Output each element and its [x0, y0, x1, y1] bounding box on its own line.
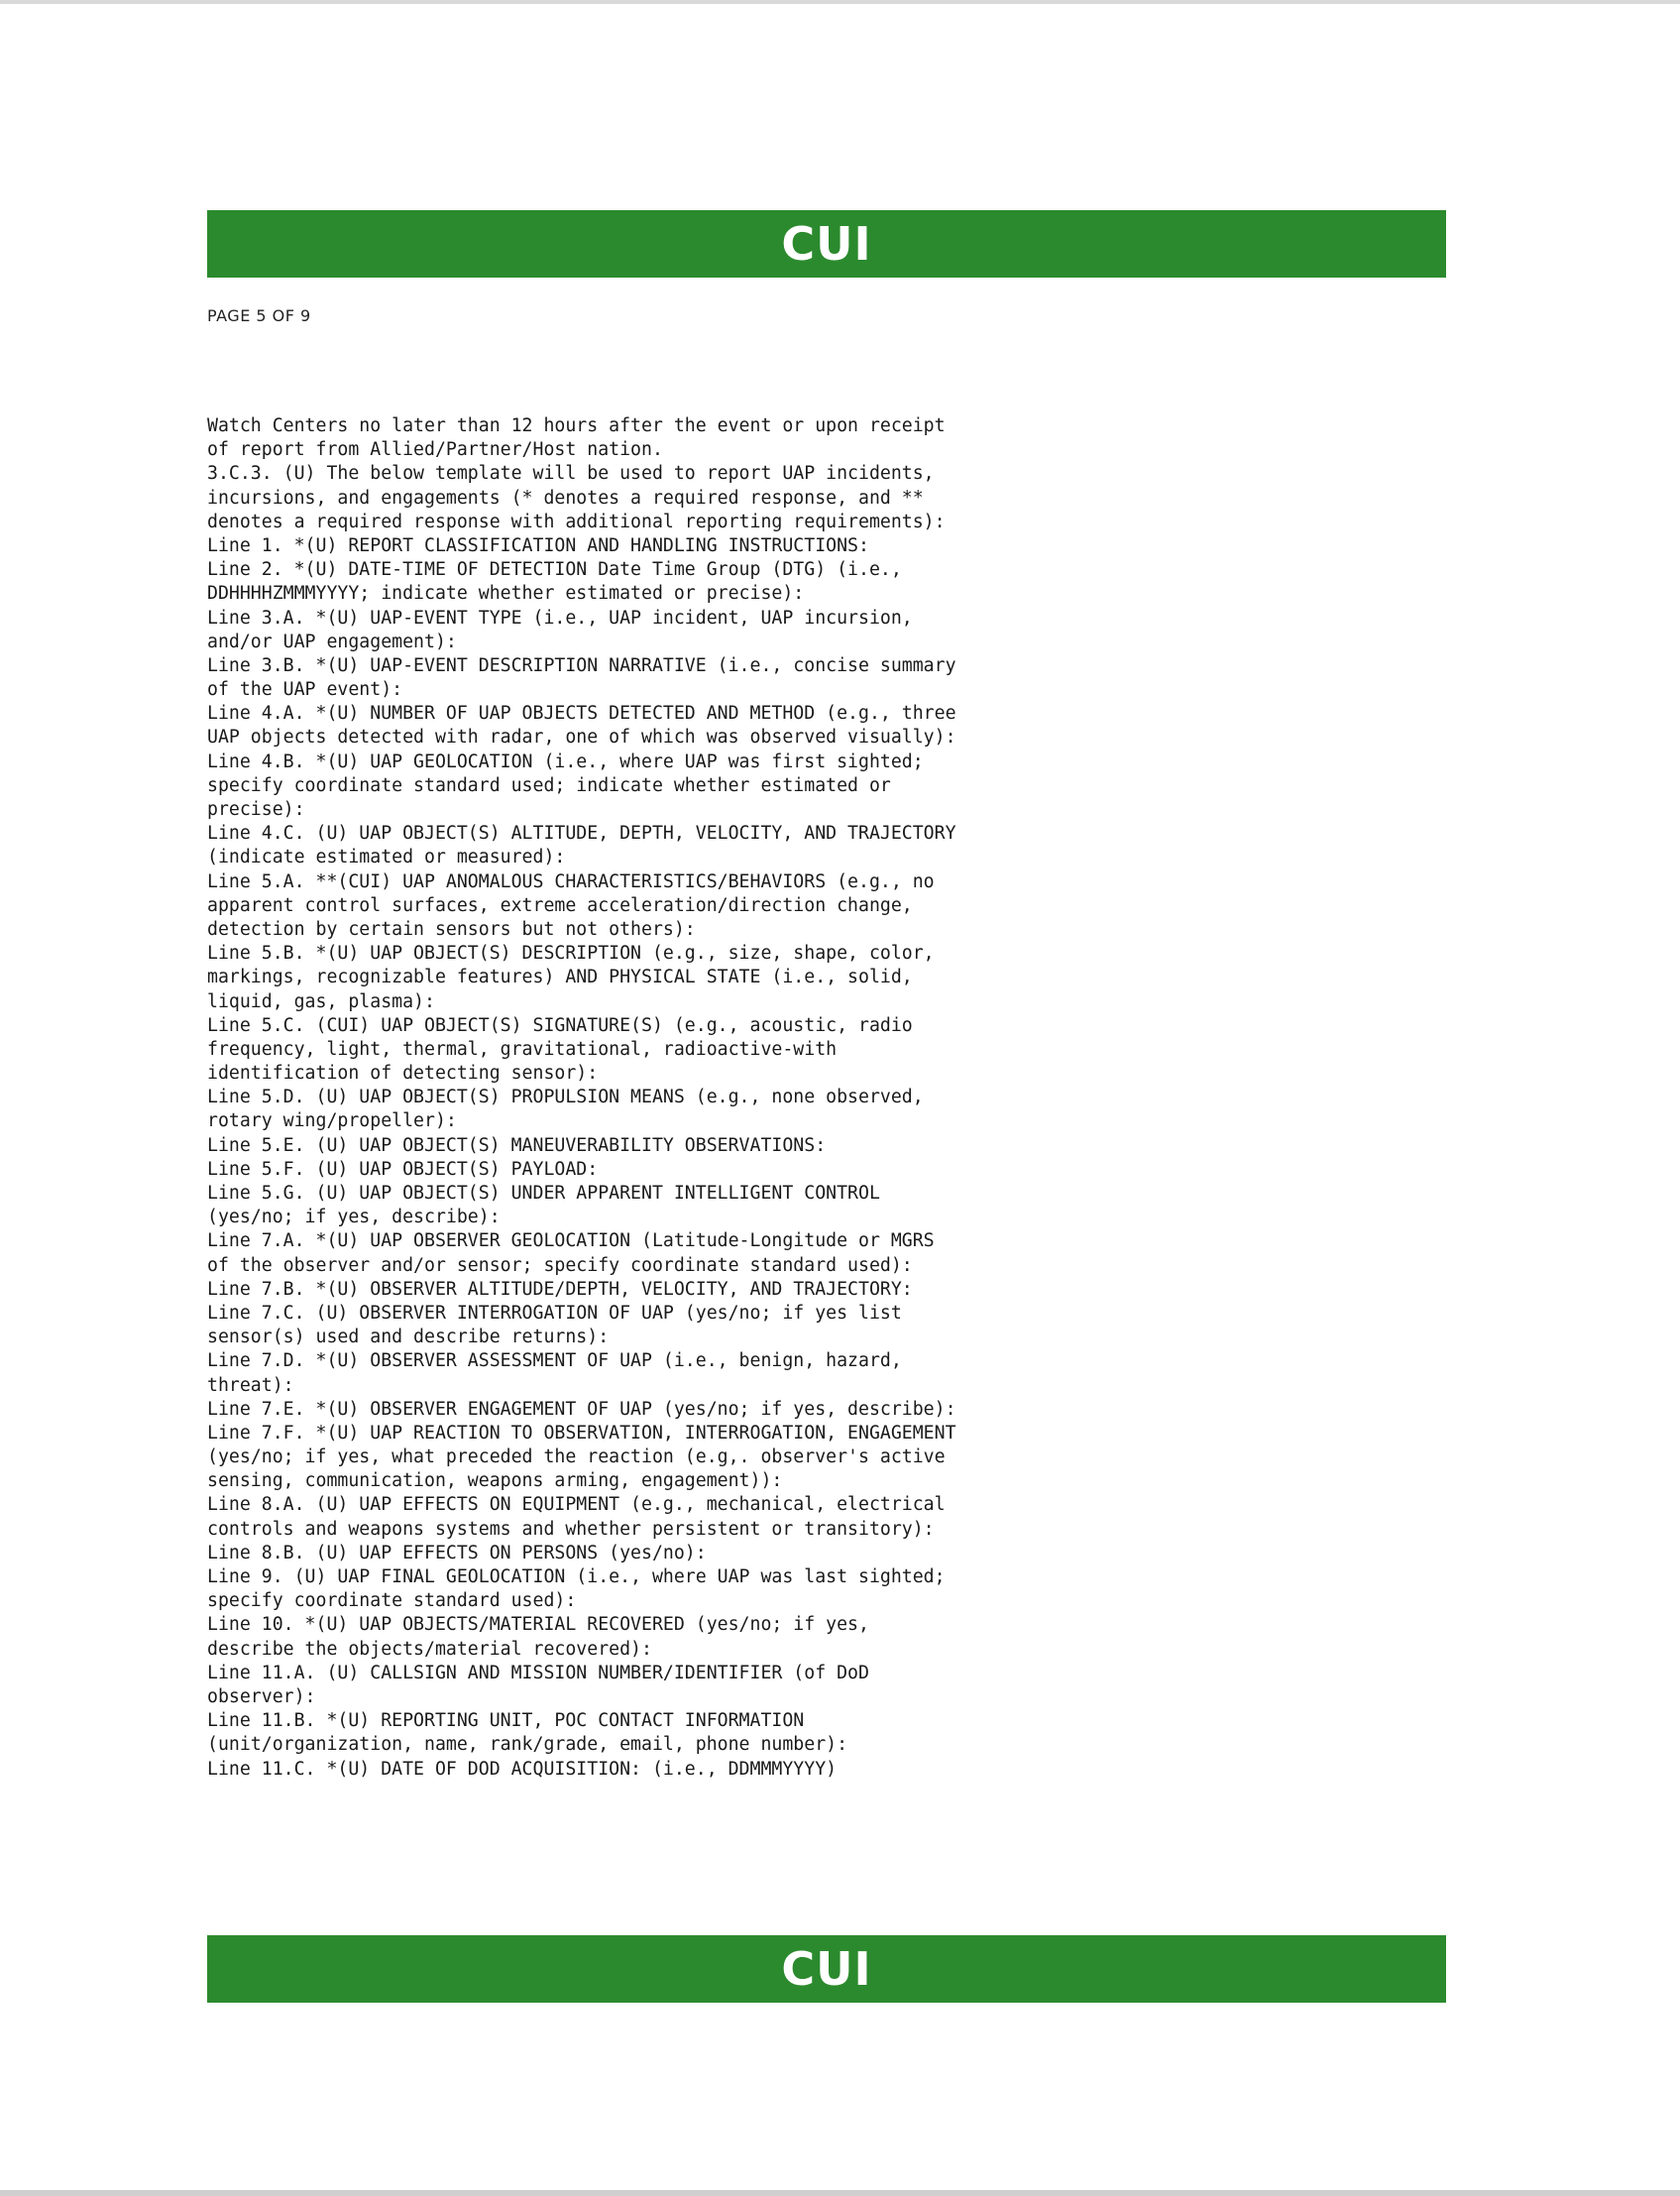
- body-line: Line 7.F. *(U) UAP REACTION TO OBSERVATION, INTERROGATION, ENGAGEMENT: [207, 1422, 956, 1444]
- body-line: Line 5.C. (CUI) UAP OBJECT(S) SIGNATURE(S) (e.g., acoustic, radio: [207, 1014, 913, 1036]
- body-line: Line 7.B. *(U) OBSERVER ALTITUDE/DEPTH, VELOCITY, AND TRAJECTORY:: [207, 1278, 913, 1300]
- body-line: Line 5.F. (U) UAP OBJECT(S) PAYLOAD:: [207, 1158, 599, 1180]
- body-line: Line 5.D. (U) UAP OBJECT(S) PROPULSION MEANS (e.g., none observed,: [207, 1087, 924, 1108]
- body-line: observer):: [207, 1685, 316, 1707]
- body-line: (unit/organization, name, rank/grade, email, phone number):: [207, 1734, 848, 1756]
- body-line: markings, recognizable features) AND PHYSICAL STATE (i.e., solid,: [207, 967, 913, 988]
- body-line: of report from Allied/Partner/Host nation.: [207, 439, 663, 461]
- body-line: precise):: [207, 799, 305, 820]
- body-line: (yes/no; if yes, describe):: [207, 1207, 501, 1228]
- body-line: Line 4.B. *(U) UAP GEOLOCATION (i.e., where UAP was first sighted;: [207, 751, 924, 772]
- body-line: sensing, communication, weapons arming, engagement)):: [207, 1470, 783, 1492]
- body-line: Line 2. *(U) DATE-TIME OF DETECTION Date Time Group (DTG) (i.e.,: [207, 559, 902, 581]
- body-line: Line 4.C. (U) UAP OBJECT(S) ALTITUDE, DEPTH, VELOCITY, AND TRAJECTORY: [207, 823, 956, 845]
- body-line: Line 5.A. **(CUI) UAP ANOMALOUS CHARACTERISTICS/BEHAVIORS (e.g., no: [207, 870, 935, 892]
- body-line: Line 5.E. (U) UAP OBJECT(S) MANEUVERABILITY OBSERVATIONS:: [207, 1134, 827, 1156]
- body-line: Line 5.G. (U) UAP OBJECT(S) UNDER APPARENT INTELLIGENT CONTROL: [207, 1183, 880, 1204]
- body-line: Line 8.B. (U) UAP EFFECTS ON PERSONS (yes/no):: [207, 1542, 707, 1563]
- body-line: 3.C.3. (U) The below template will be used to report UAP incidents,: [207, 463, 935, 485]
- body-line: frequency, light, thermal, gravitational, radioactive-with: [207, 1038, 838, 1060]
- body-line: Line 11.A. (U) CALLSIGN AND MISSION NUMBER/IDENTIFIER (of DoD: [207, 1662, 869, 1683]
- document-body: [207, 414, 1198, 1782]
- body-line: specify coordinate standard used; indicate whether estimated or: [207, 774, 891, 796]
- body-line: apparent control surfaces, extreme acceleration/direction change,: [207, 894, 913, 916]
- body-line: incursions, and engagements (* denotes a required response, and **: [207, 487, 924, 509]
- body-line: rotary wing/propeller):: [207, 1110, 457, 1132]
- body-line: describe the objects/material recovered):: [207, 1638, 652, 1660]
- body-line: (yes/no; if yes, what preceded the reaction (e.g,. observer's active: [207, 1446, 946, 1468]
- cui-header-banner: CUI: [207, 210, 1446, 278]
- body-line: Line 4.A. *(U) NUMBER OF UAP OBJECTS DETECTED AND METHOD (e.g., three: [207, 703, 956, 725]
- body-line: Line 8.A. (U) UAP EFFECTS ON EQUIPMENT (e.g., mechanical, electrical: [207, 1494, 946, 1516]
- scan-bottom-edge: [0, 2190, 1680, 2196]
- body-line: Line 11.C. *(U) DATE OF DOD ACQUISITION: (i.e., DDMMMYYYY): [207, 1758, 838, 1780]
- body-line: Line 7.D. *(U) OBSERVER ASSESSMENT OF UAP (i.e., benign, hazard,: [207, 1350, 902, 1372]
- body-line: and/or UAP engagement):: [207, 631, 457, 652]
- body-line: sensor(s) used and describe returns):: [207, 1327, 610, 1348]
- body-line: DDHHHHZMMMYYYY; indicate whether estimated or precise):: [207, 583, 805, 605]
- body-line: liquid, gas, plasma):: [207, 990, 435, 1012]
- body-line: (indicate estimated or measured):: [207, 847, 566, 868]
- body-line: Line 7.A. *(U) UAP OBSERVER GEOLOCATION (Latitude-Longitude or MGRS: [207, 1230, 935, 1252]
- body-line: Line 1. *(U) REPORT CLASSIFICATION AND HANDLING INSTRUCTIONS:: [207, 534, 869, 556]
- body-line: identification of detecting sensor):: [207, 1063, 599, 1085]
- cui-footer-banner: CUI: [207, 1935, 1446, 2003]
- body-line: Line 9. (U) UAP FINAL GEOLOCATION (i.e., where UAP was last sighted;: [207, 1566, 946, 1587]
- body-line: denotes a required response with additional reporting requirements):: [207, 511, 946, 532]
- body-line: specify coordinate standard used):: [207, 1590, 577, 1612]
- body-line: Line 7.E. *(U) OBSERVER ENGAGEMENT OF UAP (yes/no; if yes, describe):: [207, 1398, 956, 1420]
- body-line: Line 7.C. (U) OBSERVER INTERROGATION OF UAP (yes/no; if yes list: [207, 1302, 902, 1324]
- body-line: Line 5.B. *(U) UAP OBJECT(S) DESCRIPTION (e.g., size, shape, color,: [207, 943, 935, 965]
- body-line: threat):: [207, 1374, 294, 1396]
- body-line: of the UAP event):: [207, 679, 403, 701]
- body-line: Watch Centers no later than 12 hours after the event or upon receipt: [207, 415, 946, 436]
- body-line: Line 3.B. *(U) UAP-EVENT DESCRIPTION NARRATIVE (i.e., concise summary: [207, 654, 956, 676]
- body-line: Line 3.A. *(U) UAP-EVENT TYPE (i.e., UAP incident, UAP incursion,: [207, 607, 913, 629]
- body-line: Line 10. *(U) UAP OBJECTS/MATERIAL RECOVERED (yes/no; if yes,: [207, 1614, 869, 1636]
- body-line: Line 11.B. *(U) REPORTING UNIT, POC CONTACT INFORMATION: [207, 1710, 805, 1732]
- body-line: of the observer and/or sensor; specify coordinate standard used):: [207, 1254, 913, 1276]
- body-line: controls and weapons systems and whether persistent or transitory):: [207, 1518, 935, 1540]
- body-line: UAP objects detected with radar, one of which was observed visually):: [207, 727, 956, 749]
- page-number: PAGE 5 OF 9: [207, 306, 311, 325]
- body-line: detection by certain sensors but not others):: [207, 918, 696, 940]
- scan-top-edge: [0, 0, 1680, 4]
